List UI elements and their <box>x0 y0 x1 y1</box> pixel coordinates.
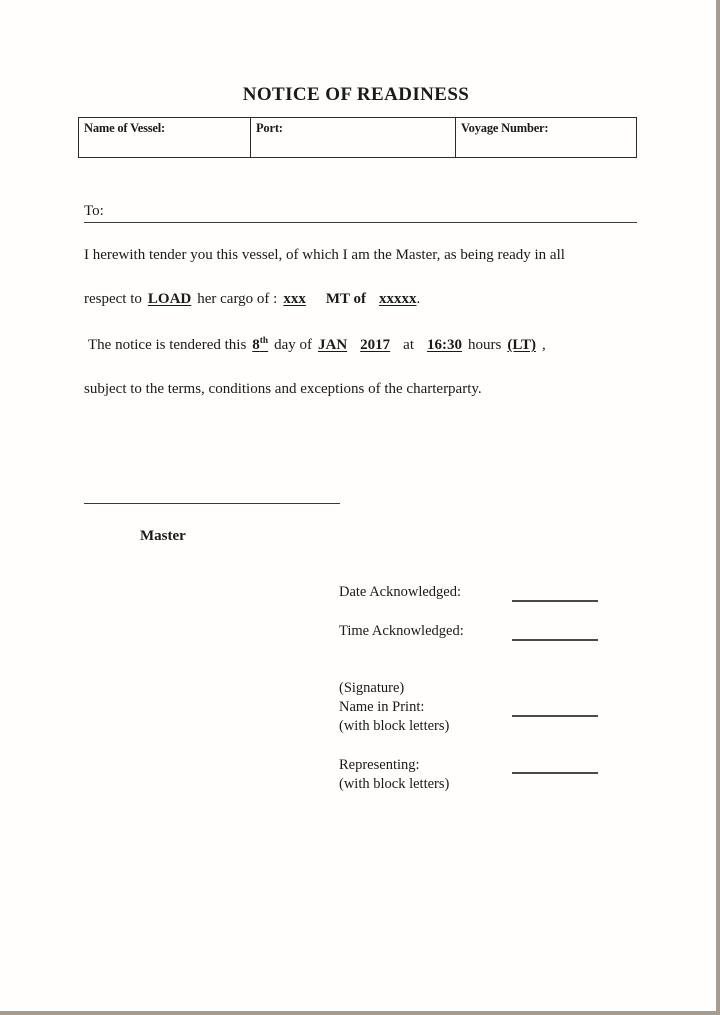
time-acknowledged-label: Time Acknowledged: <box>339 623 464 639</box>
tender-clause-prefix: The notice is tendered this <box>88 337 247 353</box>
cargo-unit-label: MT of <box>325 291 366 307</box>
representing-note: (with block letters) <box>339 776 450 793</box>
tender-year-value[interactable]: 2017 <box>360 337 391 353</box>
date-acknowledged-field[interactable] <box>512 600 598 602</box>
time-acknowledged-field[interactable] <box>512 639 598 641</box>
table-cell-name-of-vessel[interactable]: Name of Vessel: <box>79 118 251 157</box>
cargo-clause-suffix: . <box>416 291 421 307</box>
addressee-field[interactable] <box>84 203 637 223</box>
tender-day-of-label: day of <box>274 337 312 353</box>
tender-day-ordinal: th <box>259 336 269 346</box>
tender-day-number: 8 <box>252 337 260 353</box>
table-cell-voyage-number[interactable]: Voyage Number: <box>461 121 549 135</box>
name-in-print-field[interactable] <box>512 715 598 717</box>
master-signature-label: Master <box>140 528 186 544</box>
addressee-label: To: <box>84 203 104 219</box>
tender-hours-label: hours <box>467 337 502 353</box>
cargo-clause-prefix: respect to <box>84 291 142 307</box>
tender-clause-suffix: , <box>541 337 546 353</box>
body-paragraph-line-2 <box>84 290 420 308</box>
tender-day-value[interactable] <box>252 337 268 353</box>
cargo-name-value[interactable]: xxxxx <box>378 291 417 307</box>
body-paragraph-line-4: subject to the terms, conditions and exceptions of the charterparty. <box>84 381 482 397</box>
signature-label: (Signature) <box>339 680 405 696</box>
cargo-clause-mid: her cargo of : <box>197 291 278 307</box>
page-title: NOTICE OF READINESS <box>242 84 470 105</box>
table-cell-port[interactable]: Port: <box>251 118 456 157</box>
tender-at-label: at <box>403 337 414 353</box>
representing-label: Representing: <box>339 757 420 773</box>
body-paragraph-line-1: I herewith tender you this vessel, of which I am the Master, as being ready in all <box>84 247 565 263</box>
representing-field[interactable] <box>512 772 598 774</box>
name-in-print-note: (with block letters) <box>339 718 450 735</box>
cargo-quantity-value[interactable]: xxx <box>283 291 306 307</box>
date-acknowledged-label: Date Acknowledged: <box>339 584 462 600</box>
tender-timezone-value[interactable]: (LT) <box>507 337 536 353</box>
tender-time-value[interactable]: 16:30 <box>426 337 462 353</box>
body-paragraph-line-3 <box>88 336 546 354</box>
representing-label-group <box>339 756 449 794</box>
name-in-print-label-group <box>339 679 449 736</box>
name-in-print-label: Name in Print: <box>339 699 425 716</box>
master-signature-line[interactable] <box>84 503 340 504</box>
operation-value[interactable]: LOAD <box>147 291 192 307</box>
tender-month-value[interactable]: JAN <box>317 337 348 353</box>
vessel-details-table <box>78 117 637 158</box>
